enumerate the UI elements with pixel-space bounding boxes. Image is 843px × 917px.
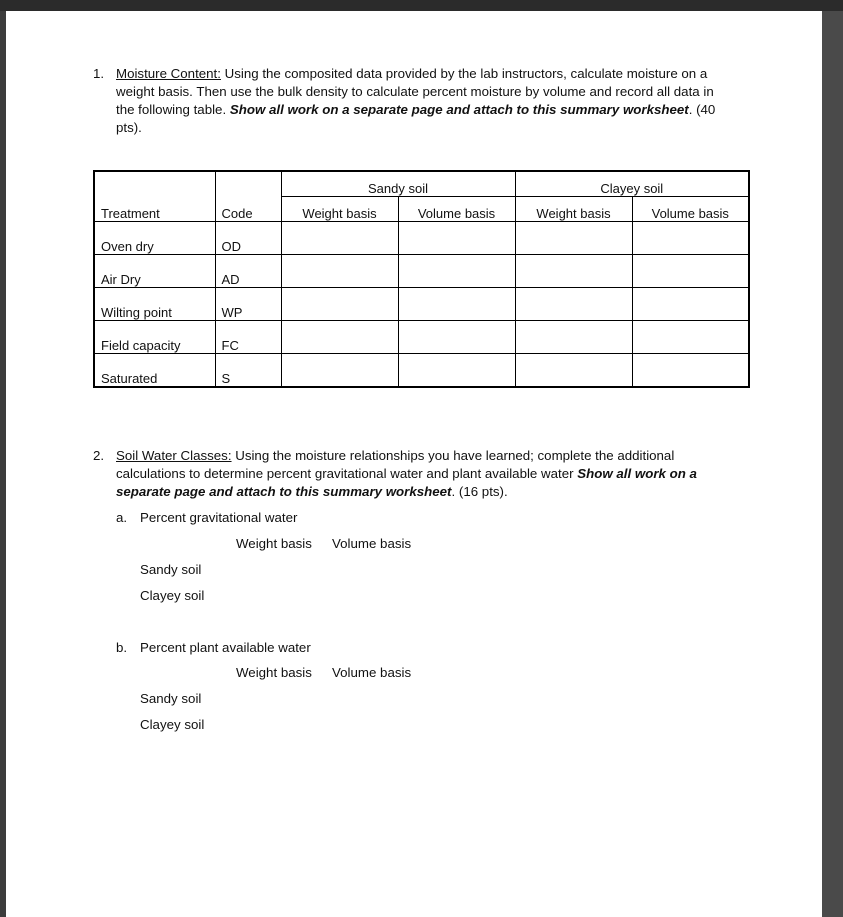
header-sandy-weight: Weight basis: [281, 197, 398, 222]
q2-text-2: calculations to determine percent gravitational water and plant available water: [116, 466, 578, 481]
clayey-weight-cell[interactable]: [515, 354, 632, 388]
sandy-volume-cell[interactable]: [398, 321, 515, 354]
q1-title: Moisture Content:: [116, 66, 221, 81]
clayey-weight-cell[interactable]: [515, 255, 632, 288]
table-row: [94, 222, 749, 255]
q2-text-1: Using the moisture relationships you have learned; complete the additional: [231, 448, 675, 463]
header-clayey-volume: Volume basis: [632, 197, 749, 222]
q2-points: . (16 pts).: [451, 484, 508, 499]
clayey-volume-cell[interactable]: [632, 321, 749, 354]
q1-bold-instruction: Show all work on a separate page and attach to this summary worksheet: [229, 102, 689, 117]
q2-bold-1: Show all work on a: [577, 466, 697, 481]
sandy-weight-cell[interactable]: [281, 255, 398, 288]
q2b-sandy-label: Sandy soil: [140, 691, 202, 706]
table-row: [94, 288, 749, 321]
q2a-letter: a.: [116, 510, 128, 525]
clayey-volume-cell[interactable]: [632, 222, 749, 255]
header-code: Code: [215, 171, 281, 222]
q1-text-3: the following table.: [116, 102, 230, 117]
q2a-weight-header: Weight basis: [236, 536, 312, 551]
right-scrollbar-area[interactable]: [822, 11, 843, 917]
sandy-weight-cell[interactable]: [281, 354, 398, 388]
sandy-volume-cell[interactable]: [398, 288, 515, 321]
sandy-volume-cell[interactable]: [398, 222, 515, 255]
sandy-volume-cell[interactable]: [398, 255, 515, 288]
table-row: [94, 255, 749, 288]
sandy-weight-cell[interactable]: [281, 288, 398, 321]
sandy-weight-cell[interactable]: [281, 222, 398, 255]
q2b-clayey-label: Clayey soil: [140, 717, 205, 732]
q1-text-1: Using the composited data provided by the lab instructors, calculate moisture on a: [220, 66, 708, 81]
q2-line1: [116, 447, 674, 465]
q2b-title: Percent plant available water: [140, 640, 311, 655]
q1-line4: pts).: [116, 120, 142, 135]
code-cell: S: [215, 354, 281, 388]
q2-bold-2: separate page and attach to this summary worksheet: [116, 484, 452, 499]
header-clayey-soil: Clayey soil: [515, 171, 749, 197]
treatment-cell: Air Dry: [94, 255, 215, 288]
code-cell: OD: [215, 222, 281, 255]
treatment-cell: Wilting point: [94, 288, 215, 321]
sandy-weight-cell[interactable]: [281, 321, 398, 354]
clayey-weight-cell[interactable]: [515, 288, 632, 321]
document-page: [6, 11, 822, 917]
moisture-table: [93, 170, 750, 388]
q2a-volume-header: Volume basis: [332, 536, 412, 551]
header-clayey-weight: Weight basis: [515, 197, 632, 222]
q2-number: 2.: [93, 448, 105, 463]
q1-number: 1.: [93, 66, 105, 81]
q1-points: . (40: [688, 102, 716, 117]
q2b-letter: b.: [116, 640, 128, 655]
q2a-title: Percent gravitational water: [140, 510, 298, 525]
q1-line2: weight basis. Then use the bulk density to calculate percent moisture by volume and record all data in: [116, 84, 714, 99]
q1-line1: [116, 65, 707, 83]
q2b-volume-header: Volume basis: [332, 665, 412, 680]
code-cell: WP: [215, 288, 281, 321]
code-cell: AD: [215, 255, 281, 288]
treatment-cell: Saturated: [94, 354, 215, 388]
header-sandy-soil: Sandy soil: [281, 171, 515, 197]
table-row: [94, 354, 749, 388]
treatment-cell: Oven dry: [94, 222, 215, 255]
clayey-volume-cell[interactable]: [632, 354, 749, 388]
clayey-weight-cell[interactable]: [515, 321, 632, 354]
q2a-clayey-label: Clayey soil: [140, 588, 205, 603]
header-sandy-volume: Volume basis: [398, 197, 515, 222]
header-treatment: Treatment: [94, 171, 215, 222]
q2a-sandy-label: Sandy soil: [140, 562, 202, 577]
clayey-weight-cell[interactable]: [515, 222, 632, 255]
treatment-cell: Field capacity: [94, 321, 215, 354]
q2-line3: [116, 483, 508, 501]
code-cell: FC: [215, 321, 281, 354]
q2-title: Soil Water Classes:: [116, 448, 232, 463]
table-row: [94, 321, 749, 354]
clayey-volume-cell[interactable]: [632, 288, 749, 321]
q2-line2: [116, 465, 697, 483]
clayey-volume-cell[interactable]: [632, 255, 749, 288]
q1-line3: [116, 101, 715, 119]
sandy-volume-cell[interactable]: [398, 354, 515, 388]
q2b-weight-header: Weight basis: [236, 665, 312, 680]
top-window-bar: [0, 0, 843, 11]
